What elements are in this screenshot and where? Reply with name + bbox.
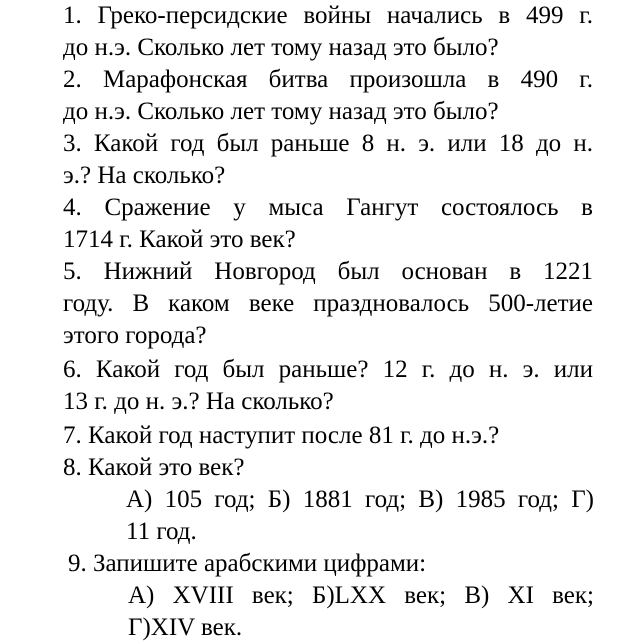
question-3 — [63, 128, 593, 192]
question-1-line-2: до н.э. Сколько лет тому назад это было? — [63, 34, 499, 61]
question-5-line-3: этого города? — [63, 322, 207, 349]
question-1 — [63, 0, 593, 64]
question-6 — [63, 354, 593, 418]
question-3-line-1: 3. Какой год был раньше 8 н. э. или 18 до н. — [63, 130, 593, 157]
question-2 — [63, 64, 593, 128]
question-7-line-1: 7. Какой год наступит после 81 г. до н.э.? — [63, 422, 500, 449]
question-5-line-1: 5. Нижний Новгород был основан в 1221 — [63, 258, 593, 285]
question-9 — [68, 548, 598, 580]
question-4-line-1: 4. Сражение у мыса Гангут состоялось в — [63, 194, 593, 221]
question-9-options-line-2: Г)XIV век. — [128, 614, 243, 641]
question-4 — [63, 192, 593, 256]
question-8-options-line-2: 11 год. — [126, 518, 197, 545]
question-8-line-1: 8. Какой это век? — [63, 454, 245, 481]
question-3-line-2: э.? На сколько? — [63, 162, 226, 189]
question-4-line-2: 1714 г. Какой это век? — [63, 226, 296, 253]
question-8-options — [126, 484, 594, 548]
question-9-options — [128, 580, 594, 644]
question-6-line-1: 6. Какой год был раньше? 12 г. до н. э. или — [63, 356, 593, 383]
question-2-line-1: 2. Марафонская битва произошла в 490 г. — [63, 66, 593, 93]
question-5-line-2: году. В каком веке праздновалось 500-летие — [63, 290, 593, 317]
question-8-options-line-1: А) 105 год; Б) 1881 год; В) 1985 год; Г) — [126, 486, 594, 513]
question-2-line-2: до н.э. Сколько лет тому назад это было? — [63, 98, 499, 125]
question-5 — [63, 256, 593, 352]
question-9-options-line-1: А) XVIII век; Б)LXX век; В) XI век; — [128, 582, 594, 609]
question-9-line-1: 9. Запишите арабскими цифрами: — [68, 550, 427, 577]
question-6-line-2: 13 г. до н. э.? На сколько? — [63, 388, 334, 415]
question-1-line-1: 1. Греко-персидские войны начались в 499 г. — [63, 2, 593, 29]
question-8 — [63, 452, 593, 484]
question-7 — [63, 420, 593, 452]
